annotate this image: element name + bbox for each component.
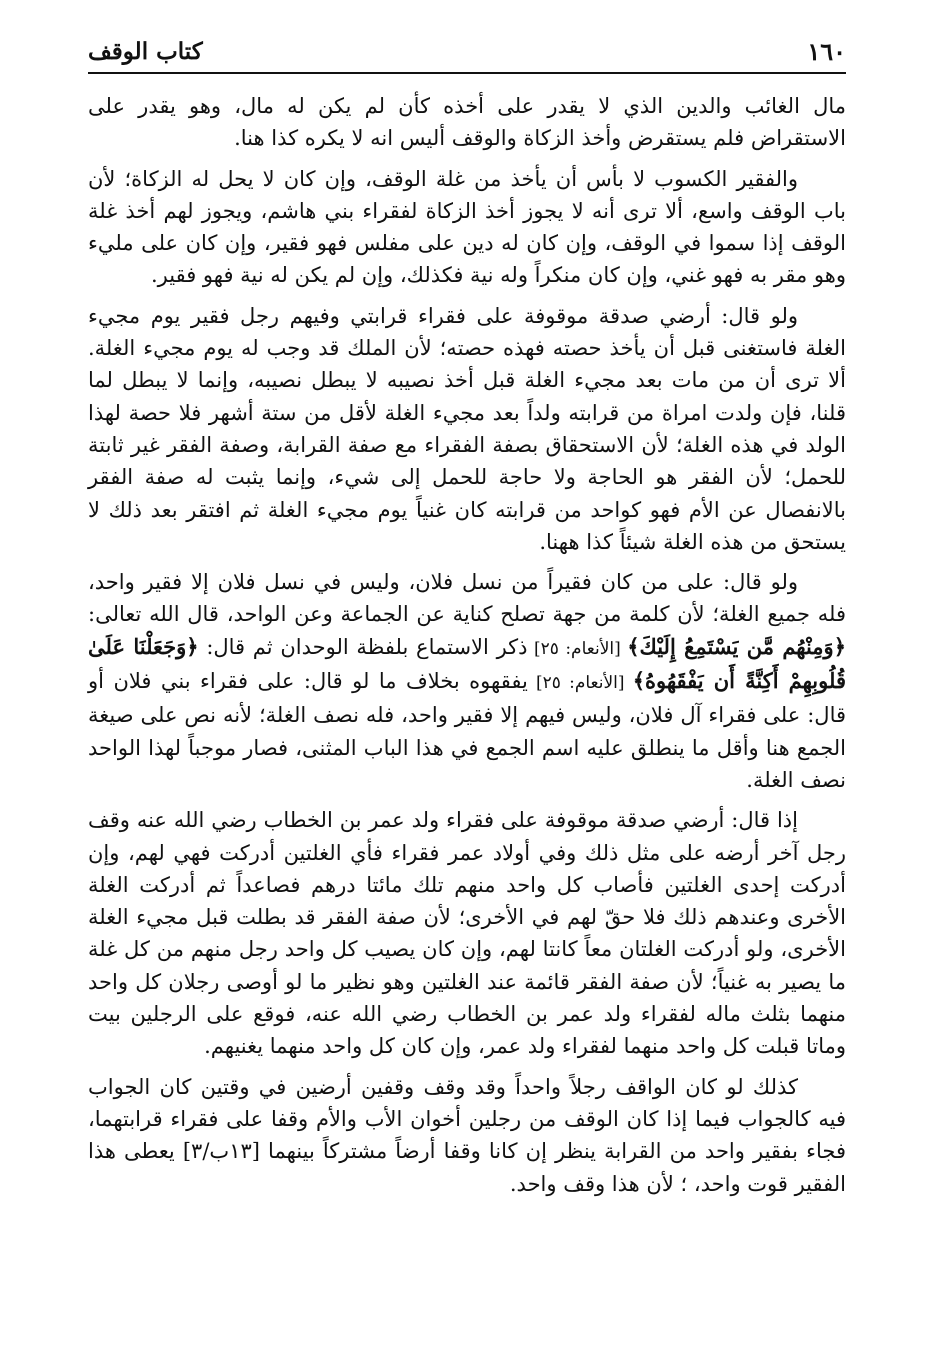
paragraph-5: إذا قال: أرضي صدقة موقوفة على فقراء ولد عمر بن الخطاب رضي الله عنه وقف رجل آخر أرضه على مثل ذلك وفي أولاد عمر فقراء فأي الغلتين أدركت فهي لهم، وإن أدركت إحدى الغلتين فأصاب كل واحد منهم تلك مائتا درهم فصاعداً ثم أدركت الغلة الأخرى وعندهم ذلك فلا حقّ لهم في الأخرى؛ لأن صفة الفقر قد بطلت قبل مجيء الغلة الأخرى، ولو أدركت الغلتان معاً كانتا لهم، وإن كان يصيب كل واحد رجل منهم من كل غلة ما يصير به غنياً؛ لأن صفة الفقر قائمة عند الغلتين وهو نظير ما لو أوصى رجلان كل واحد منهما بثلث ماله لفقراء ولد عمر بن الخطاب رضي الله عنه، فوقع على الرجلين بيت وماتا قبلت كل واحد منهما لفقراء ولد عمر، وإن كان كل واحد منهما يغنيهم. [88, 808, 847, 1059]
paragraph-3: ولو قال: أرضي صدقة موقوفة على فقراء قرابتي وفيهم رجل فقير يوم مجيء الغلة فاستغنى قبل أن يأخذ حصته فهذه حصته؛ لأن الملك قد وجب له يوم مجيء الغلة. ألا ترى أن من مات بعد مجيء الغلة قبل أخذ نصيبه لا يبطل نصيبه، وإنما لا يبطل لما قلنا، فإن ولدت امراة من قرابته ولداً بعد مجيء الغلة لأقل من ستة أشهر فلا حصة لهذا الولد في هذه الغلة؛ لأن الاستحقاق بصفة الفقراء مع صفة القرابة، وصفة الفقر غير ثابتة للحمل؛ لأن الفقر هو الحاجة ولا حاجة للحمل إلى شيء، وإنما يثبت له صفة الفقر بالانفصال عن الأم فهو كواحد من قرابته كان غنياً يوم مجيء الغلة ثم افتقر بعد ذلك لا يستحق من هذه الغلة شيئاً كذا ههنا. [88, 303, 846, 554]
quran-quote-2: ﴿وَجَعَلْنَا عَلَىٰ قُلُوبِهِمْ أَكِنَّةً أَن يَفْقَهُوهُ﴾ [88, 633, 846, 694]
book-section-title: كتاب الوقف [88, 37, 203, 65]
quran-reference-1: [الأنعام: ٢٥] [527, 638, 628, 659]
page-number: ١٦٠ [807, 36, 846, 66]
quran-quote-1: ﴿وَمِنْهُم مَّن يَسْتَمِعُ إِلَيْكَ﴾ [627, 633, 847, 659]
paragraph-4-part-b: ذكر الاستماع بلفظة الوحدان ثم قال: [198, 634, 528, 659]
paragraph-4-part-c: يفقهوه بخلاف ما لو قال: على فقراء بني فلان أو قال: على فقراء آل فلان، وليس فيهم إلا فقير واحد، فله نصف الغلة؛ لأنه نص على صيغة الجمع هنا وأقل ما ينطلق عليه اسم الجمع في هذا الباب المثنى، فصار موجباً لهذا الواحد نصف الغلة. [88, 669, 846, 792]
paragraph-6: كذلك لو كان الواقف رجلاً واحداً وقد وقف وقفين أرضين في وقتين كان الجواب فيه كالجواب فيما إذا كان الوقف من رجلين أخوان الأب والأم وقفا على فقراء قرابتهما، فجاء بفقير واحد من القرابة ينظر إن كانا وقفا أرضاً مشتركاً بينهما [١٣ب/٣] يعطى هذا الفقير قوت واحد، ؛ لأن هذا وقف واحد. [88, 1074, 846, 1196]
quran-reference-2: [الأنعام: ٢٥] [527, 673, 633, 694]
paragraph-1: مال الغائب والدين الذي لا يقدر على أخذه كأن لم يكن له مال، وهو يقدر على الاستقراض فلم يستقرض وأخذ الزكاة والوقف أليس انه لا يكره كذا هنا. [88, 94, 846, 151]
main-text [88, 90, 846, 1208]
paragraph-2: والفقير الكسوب لا بأس أن يأخذ من غلة الوقف، وإن كان لا يحل له الزكاة؛ لأن باب الوقف واسع، ألا ترى أنه لا يجوز أخذ الزكاة لفقراء بني هاشم، ويجوز لهم أخذ غلة الوقف إذا سموا في الوقف، وإن كان له دين على مفلس فهو فقير، وإن كان على مليء وهو مقر به فهو غني، وإن كان منكراً وله نية فكذلك، وإن لم يكن له نية فهو فقير. [88, 166, 846, 288]
running-header [88, 30, 846, 74]
paragraph-4 [88, 566, 846, 796]
paragraph-4-part-a: ولو قال: على من كان فقيراً من نسل فلان، وليس في نسل فلان إلا فقير واحد، فله جميع الغلة؛ لأن كلمة من جهة تصلح كناية عن الجماعة وعن الواحد، قال الله تعالى: [88, 570, 846, 627]
